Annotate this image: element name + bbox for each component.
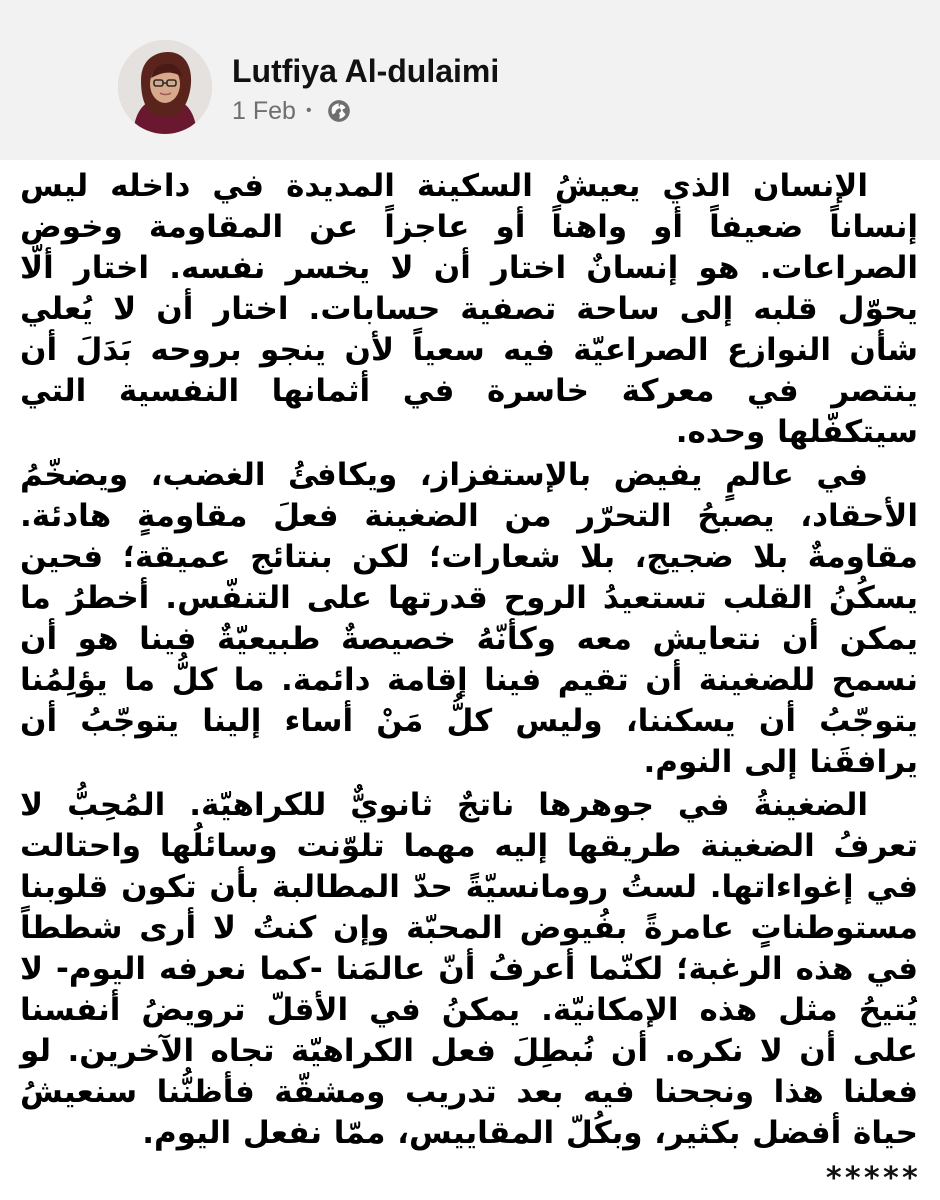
author-avatar[interactable]: [118, 40, 212, 134]
author-name[interactable]: Lutfiya Al-dulaimi: [232, 53, 500, 89]
globe-icon[interactable]: [326, 98, 352, 124]
post-date[interactable]: 1 Feb: [232, 96, 296, 125]
meta-separator: •: [305, 102, 312, 119]
post-content: [0, 160, 940, 1200]
post-paragraph-1: الإنسان الذي يعيشُ السكينة المديدة في داخله ليس إنساناً ضعيفاً أو واهناً أو عاجزاً عن المقاومة وخوض الصراعات. هو إنسانٌ اختار أن لا يخسر نفسه. اختار ألّا يحوّل قلبه إلى ساحة تصفية حسابات. اختار أن لا يُعلي شأن النوازع الصراعيّة فيه سعياً لأن ينجو بروحه بَدَلَ أن ينتصر في معركة خاسرة في أثمانها النفسية التي سيتكفّلها وحده.: [20, 168, 918, 450]
post-meta: [232, 96, 352, 126]
post-paragraph-2: في عالمٍ يفيض بالإستفزاز، ويكافئُ الغضب، ويضخّمُ الأحقاد، يصبحُ التحرّر من الضغينة فعلَ مقاومةٍ هادئة. مقاومةٌ بلا ضجيج، بلا شعارات؛ لكن بنتائج عميقة؛ فحين يسكُنُ القلب تستعيدُ الروح قدرتها على التنفّس. أخطرُ ما يمكن أن نتعايش معه وكأنّهُ خصيصةٌ طبيعيّةٌ فينا هو أن نسمح للضغينة أن تقيم فينا إقامة دائمة. ما كلُّ ما يؤلِمُنا يتوجّبُ أن يسكننا، وليس كلُّ مَنْ أساء إلينا يتوجّبُ أن يرافقَنا إلى النوم.: [20, 457, 918, 780]
post-header: [0, 0, 940, 161]
profile-avatar: [118, 40, 212, 134]
post-paragraph-3: الضغينةُ في جوهرها ناتجٌ ثانويٌّ للكراهيّة. المُحِبُّ لا تعرفُ الضغينة طريقها إليه مهما تلوّنت وسائلُها واحتالت في إغواءاتها. لستُ رومانسيّةً حدّ المطالبة بأن تكون قلوبنا مستوطناتٍ عامرةً بفُيوض المحبّة وإن كنتُ لا أرى شططاً في هذه الرغبة؛ لكنّما أعرفُ أنّ عالمَنا -كما نعرفه اليوم- لا يُتيحُ مثل هذه الإمكانيّة. يمكنُ في الأقلّ ترويضُ أنفسنا على أن لا نكره. أن نُبطِلَ فعل الكراهيّة تجاه الآخرين. لو فعلنا هذا ونجحنا فيه بعد تدريب ومشقّة فأظنُّنا سنعيشُ حياة أفضل بكثير، وبكُلّ المقاييس، ممّا نفعل اليوم.: [20, 787, 918, 1151]
post-ending-marker: *****: [824, 1161, 920, 1196]
